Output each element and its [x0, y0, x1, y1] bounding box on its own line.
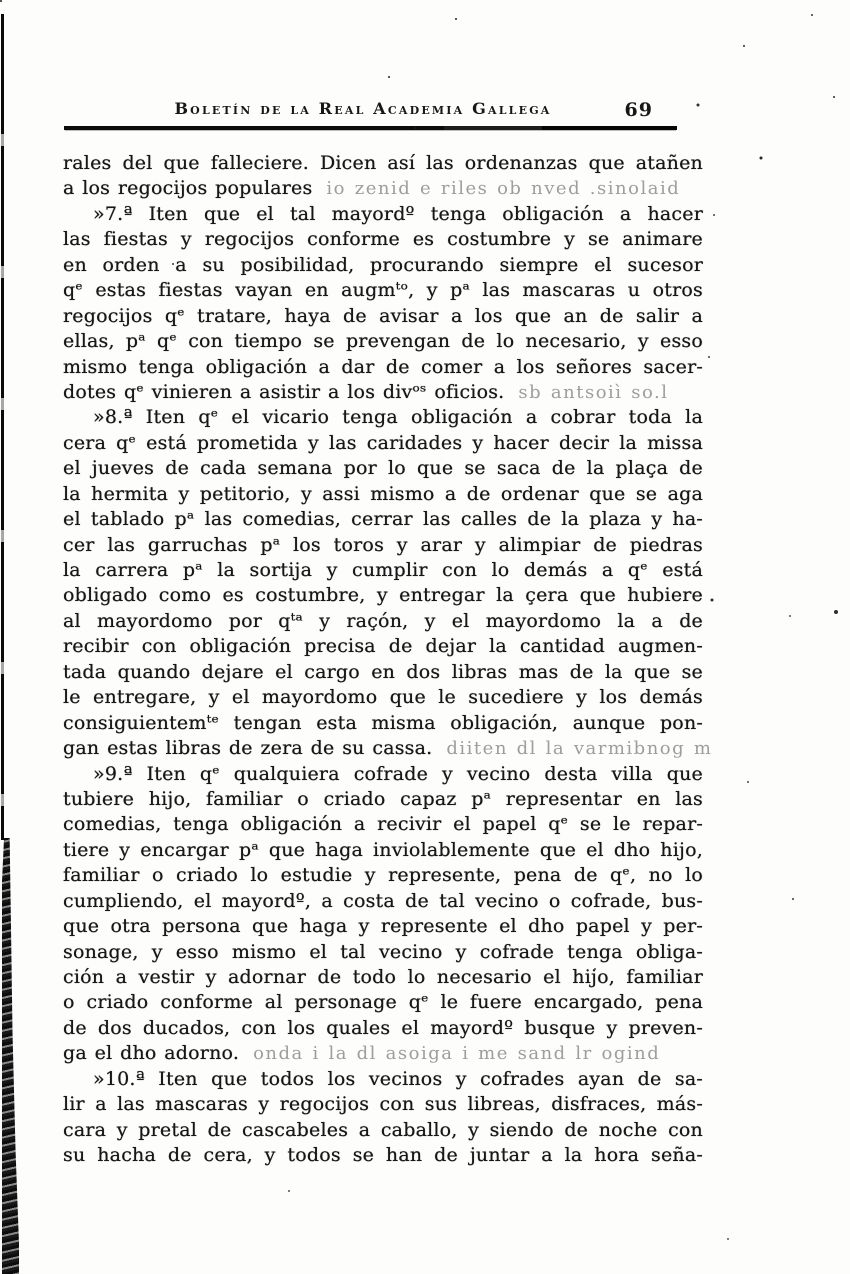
text-line	[63, 304, 703, 329]
text-line	[63, 507, 703, 532]
line-text: »7.ª Iten que el tal mayordº tenga obligación a hacer	[93, 202, 703, 225]
line-text: de dos ducados, con los quales el mayordº busque y preven-	[63, 1016, 703, 1039]
line-text: »10.ª Iten que todos los vecinos y cofrades ayan de sa-	[93, 1067, 703, 1090]
line-text: a los regocijos populares	[63, 177, 313, 200]
text-line	[63, 482, 703, 507]
line-text: el tablado pᵃ las comedias, cerrar las calles de la plaza y ha-	[63, 508, 703, 531]
text-line	[63, 202, 703, 227]
line-text: en orden a su posibilidad, procurando siempre el sucesor	[63, 253, 703, 276]
page-header	[63, 99, 703, 125]
scan-speckles	[0, 0, 2, 2]
binding-shadow	[2, 838, 19, 1274]
line-text: ellas, pᵃ qᵉ con tiempo se prevengan de lo necesario, y esso	[63, 330, 703, 353]
text-line	[63, 609, 703, 634]
line-text: cumpliendo, el mayordº, a costa de tal vecino o cofrade, bus-	[63, 889, 703, 912]
text-line	[63, 380, 703, 405]
journal-title: Boletín de la Real Academia Gallega	[174, 99, 552, 118]
line-text: dotes qᵉ vinieren a asistir a los divᵒˢ oficios.	[63, 380, 505, 403]
line-text: obligado como es costumbre, y entregar la çera que hubiere	[63, 584, 703, 607]
text-line	[63, 533, 703, 558]
line-text: la hermita y petitorio, y assi mismo a de ordenar que se aga	[63, 482, 703, 505]
line-text: consiguientemᵗᵉ tengan esta misma obligación, aunque pon-	[63, 711, 703, 734]
line-text: ción a vestir y adornar de todo lo necesario el hijo, familiar	[63, 966, 703, 988]
text-line	[63, 1067, 703, 1092]
text-line	[63, 685, 703, 710]
page-edge-line	[1, 14, 4, 840]
line-text: tada quando dejare el cargo en dos libras mas de la que se	[63, 660, 703, 683]
text-line	[63, 431, 703, 456]
line-text: gan estas libras de zera de su cassa.	[63, 737, 433, 760]
line-text: que otra persona que haga y represente el dho papel y per-	[63, 915, 703, 938]
line-text: regocijos qᵉ tratare, haya de avisar a los que an de salir a	[63, 304, 703, 327]
line-text: sonage, y esso mismo el tal vecino y cofrade tenga obliga-	[63, 940, 703, 963]
text-line	[63, 914, 703, 939]
text-line	[63, 329, 703, 354]
text-line	[63, 355, 703, 380]
text-line	[63, 762, 703, 787]
text-line	[63, 965, 703, 990]
text-line	[63, 278, 703, 303]
text-line	[63, 711, 703, 736]
text-line	[63, 634, 703, 659]
line-text: tiere y encargar pᵃ que haga inviolablemente que el dho hijo,	[63, 838, 703, 861]
line-text: familiar o criado lo estudie y represente, pena de qᵉ, no lo	[63, 864, 703, 887]
text-line	[63, 990, 703, 1015]
line-text: o criado conforme al personage qᵉ le fuere encargado, pena	[63, 991, 703, 1014]
text-line	[63, 838, 703, 863]
line-text: cer las garruchas pᵃ los toros y arar y alimpiar de piedras	[63, 533, 703, 556]
text-line	[63, 1118, 703, 1143]
line-text: la carrera pᵃ la sortija y cumplir con lo demás a qᵉ está	[63, 559, 703, 581]
text-line	[63, 176, 703, 201]
line-text: las fiestas y regocijos conforme es costumbre y se animare	[63, 228, 703, 251]
page-number: 69	[624, 99, 653, 121]
line-text: rales del que falleciere. Dicen así las ordenanzas que atañen	[63, 152, 703, 174]
text-line	[63, 889, 703, 914]
text-line	[63, 558, 703, 583]
line-text: su hacha de cera, y todos se han de juntar a la hora seña-	[63, 1144, 703, 1167]
text-line	[63, 583, 703, 608]
line-text: cera qᵉ está prometida y las caridades y hacer decir la missa	[63, 431, 703, 454]
text-line	[63, 660, 703, 685]
text-line	[63, 1016, 703, 1041]
line-text: cara y pretal de cascabeles a caballo, y siendo de noche con	[63, 1118, 703, 1141]
text-line	[63, 812, 703, 837]
bleed-through-ghost-text: sb antsoiì so.l	[518, 381, 669, 403]
text-block	[63, 151, 713, 1169]
line-text: qᵉ estas fiestas vayan en augmᵗᵒ, y pᵃ las mascaras u otros	[63, 279, 703, 302]
line-text: lir a las mascaras y regocijos con sus libreas, disfraces, más-	[63, 1093, 703, 1116]
text-line	[63, 151, 703, 176]
bleed-through-ghost-text: onda i la dl asoiga i me sand lr ogind	[253, 1043, 661, 1065]
text-line	[63, 1143, 703, 1168]
line-text: recibir con obligación precisa de dejar la cantidad augmen-	[63, 635, 703, 658]
text-line	[63, 405, 703, 430]
text-line	[63, 253, 703, 278]
text-line	[63, 1041, 703, 1066]
line-text: el jueves de cada semana por lo que se saca de la plaça de	[63, 457, 703, 480]
text-line	[63, 863, 703, 888]
line-text: tubiere hijo, familiar o criado capaz pᵃ representar en las	[63, 787, 703, 810]
line-text: al mayordomo por qᵗᵃ y raçón, y el mayordomo la a de	[63, 609, 703, 632]
line-text: »9.ª Iten qᵉ qualquiera cofrade y vecino desta villa que	[93, 762, 703, 785]
text-line	[63, 227, 703, 252]
text-line	[63, 787, 703, 812]
text-line	[63, 456, 703, 481]
line-text: comedias, tenga obligación a recivir el papel qᵉ se le repar-	[63, 813, 703, 836]
text-line	[63, 940, 703, 965]
line-text: mismo tenga obligación a dar de comer a los señores sacer-	[63, 355, 703, 378]
header-rule	[64, 126, 677, 130]
line-text: »8.ª Iten qᵉ el vicario tenga obligación a cobrar toda la	[93, 406, 703, 429]
text-line	[63, 1092, 703, 1117]
text-line	[63, 736, 713, 761]
bleed-through-ghost-text: diiten dl la varmibnog m	[446, 738, 713, 760]
line-text: ga el dho adorno.	[63, 1042, 240, 1065]
bleed-through-ghost-text: io zenid e riles ob nved .sinolaid	[326, 178, 681, 200]
line-text: le entregare, y el mayordomo que le sucediere y los demás	[63, 686, 703, 709]
